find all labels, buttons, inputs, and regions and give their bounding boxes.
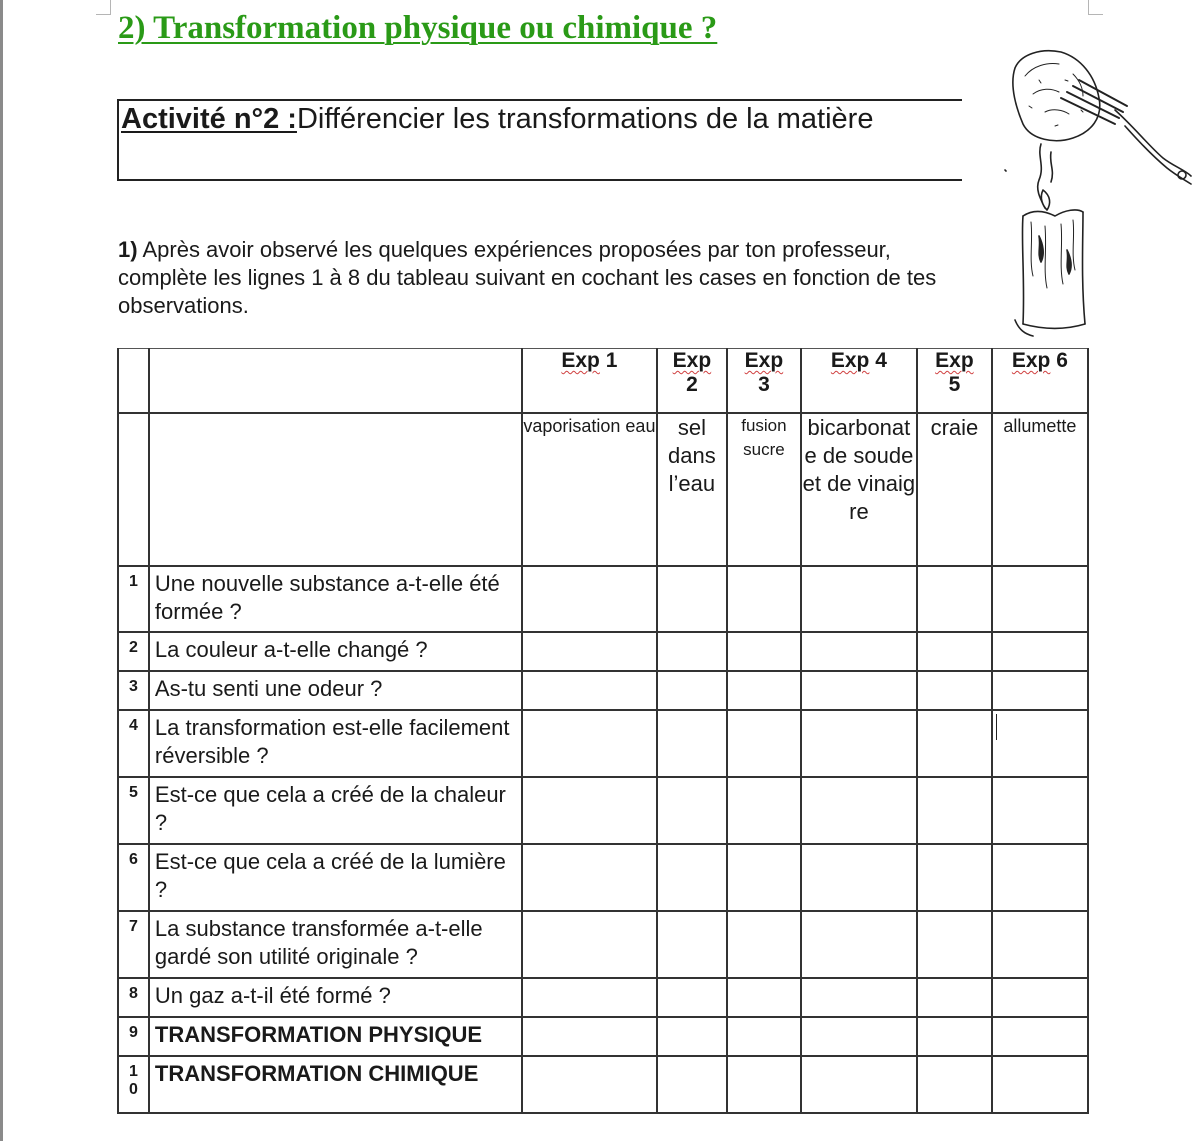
column-description: vaporisation eau [522,413,657,566]
answer-cell[interactable] [801,911,917,978]
answer-cell[interactable] [801,978,917,1017]
answer-cell[interactable] [992,671,1088,710]
answer-cell[interactable] [522,710,657,777]
answer-cell[interactable] [992,978,1088,1017]
column-description: fusion sucre [727,413,801,566]
row-number: 9 [118,1017,149,1056]
table-row [118,710,1088,777]
table-row [118,844,1088,911]
answer-cell[interactable] [727,1017,801,1056]
column-description: allumette [992,413,1088,566]
answer-cell[interactable] [727,632,801,671]
header-blank-cell [149,349,522,413]
column-description: craie [917,413,992,566]
row-question: As-tu senti une odeur ? [149,671,522,710]
column-header-exp-5: Exp 5 [917,349,992,413]
answer-cell[interactable] [992,777,1088,844]
table-row [118,632,1088,671]
answer-cell[interactable] [657,978,727,1017]
experiment-table [117,348,1089,1114]
answer-cell[interactable] [992,710,1088,777]
answer-cell[interactable] [992,566,1088,632]
column-header-exp-1: Exp 1 [522,349,657,413]
column-header-exp-4: Exp 4 [801,349,917,413]
row-question: Est-ce que cela a créé de la chaleur ? [149,777,522,844]
table-row [118,978,1088,1017]
answer-cell[interactable] [657,632,727,671]
answer-cell[interactable] [657,844,727,911]
row-number: 10 [118,1056,149,1113]
answer-cell[interactable] [801,777,917,844]
answer-cell[interactable] [801,1056,917,1113]
table-row [118,911,1088,978]
table-row [118,671,1088,710]
row-number: 5 [118,777,149,844]
answer-cell[interactable] [917,566,992,632]
row-number: 6 [118,844,149,911]
column-description: sel dans l’eau [657,413,727,566]
answer-cell[interactable] [727,978,801,1017]
answer-cell[interactable] [917,978,992,1017]
answer-cell[interactable] [727,1056,801,1113]
page-edge [0,0,3,1141]
answer-cell[interactable] [992,911,1088,978]
answer-cell[interactable] [992,1056,1088,1113]
answer-cell[interactable] [522,911,657,978]
row-number: 2 [118,632,149,671]
row-question: Un gaz a-t-il été formé ? [149,978,522,1017]
description-num-cell [118,413,149,566]
answer-cell[interactable] [657,911,727,978]
row-number: 8 [118,978,149,1017]
column-header-exp-2: Exp 2 [657,349,727,413]
answer-cell[interactable] [522,566,657,632]
answer-cell[interactable] [992,632,1088,671]
answer-cell[interactable] [657,710,727,777]
answer-cell[interactable] [522,777,657,844]
description-row [118,413,1088,566]
answer-cell[interactable] [727,566,801,632]
margin-corner-right [1088,0,1103,15]
row-number: 7 [118,911,149,978]
answer-cell[interactable] [522,1056,657,1113]
row-question: La transformation est-elle facilement réversible ? [149,710,522,777]
intro-paragraph [118,236,958,320]
row-question: TRANSFORMATION PHYSIQUE [149,1017,522,1056]
answer-cell[interactable] [727,710,801,777]
answer-cell[interactable] [657,566,727,632]
answer-cell[interactable] [917,710,992,777]
table-row [118,1056,1088,1113]
intro-number: 1) [118,237,138,262]
answer-cell[interactable] [801,1017,917,1056]
answer-cell[interactable] [992,1017,1088,1056]
answer-cell[interactable] [917,1017,992,1056]
answer-cell[interactable] [522,844,657,911]
answer-cell[interactable] [657,1017,727,1056]
answer-cell[interactable] [801,710,917,777]
answer-cell[interactable] [992,844,1088,911]
row-question: Une nouvelle substance a-t-elle été formée ? [149,566,522,632]
answer-cell[interactable] [657,671,727,710]
row-number: 3 [118,671,149,710]
row-question: La couleur a-t-elle changé ? [149,632,522,671]
table-row [118,566,1088,632]
answer-cell[interactable] [522,632,657,671]
answer-cell[interactable] [727,844,801,911]
margin-corner-left [96,0,111,15]
description-blank-cell [149,413,522,566]
answer-cell[interactable] [522,978,657,1017]
row-number: 4 [118,710,149,777]
intro-text: Après avoir observé les quelques expériences proposées par ton professeur, complète les lignes 1 à 8 du tableau suivant en cochant les cases en fonction de tes observations. [118,237,937,318]
text-cursor [996,714,997,740]
column-header-exp-6: Exp 6 [992,349,1088,413]
section-title: 2) Transformation physique ou chimique ? [118,10,718,46]
answer-cell[interactable] [522,1017,657,1056]
corner-cell [118,349,149,413]
marshmallow-over-candle-icon [985,40,1195,340]
table-row [118,1017,1088,1056]
answer-cell[interactable] [917,911,992,978]
row-question: La substance transformée a-t-elle gardé son utilité originale ? [149,911,522,978]
answer-cell[interactable] [522,671,657,710]
table-row [118,777,1088,844]
answer-cell[interactable] [917,844,992,911]
answer-cell[interactable] [727,777,801,844]
activity-heading [121,100,873,138]
answer-cell[interactable] [727,911,801,978]
activity-title: Différencier les transformations de la matière [296,103,874,135]
answer-cell[interactable] [801,566,917,632]
answer-cell[interactable] [657,1056,727,1113]
activity-label: Activité n°2 : [121,103,297,135]
answer-cell[interactable] [801,671,917,710]
header-row [118,349,1088,413]
answer-cell[interactable] [801,632,917,671]
answer-cell[interactable] [917,632,992,671]
row-question: TRANSFORMATION CHIMIQUE [149,1056,522,1113]
answer-cell[interactable] [727,671,801,710]
answer-cell[interactable] [657,777,727,844]
answer-cell[interactable] [801,844,917,911]
column-description: bicarbonate de soude et de vinaigre [801,413,917,566]
row-number: 1 [118,566,149,632]
column-header-exp-3: Exp 3 [727,349,801,413]
row-question: Est-ce que cela a créé de la lumière ? [149,844,522,911]
answer-cell[interactable] [917,1056,992,1113]
answer-cell[interactable] [917,671,992,710]
answer-cell[interactable] [917,777,992,844]
